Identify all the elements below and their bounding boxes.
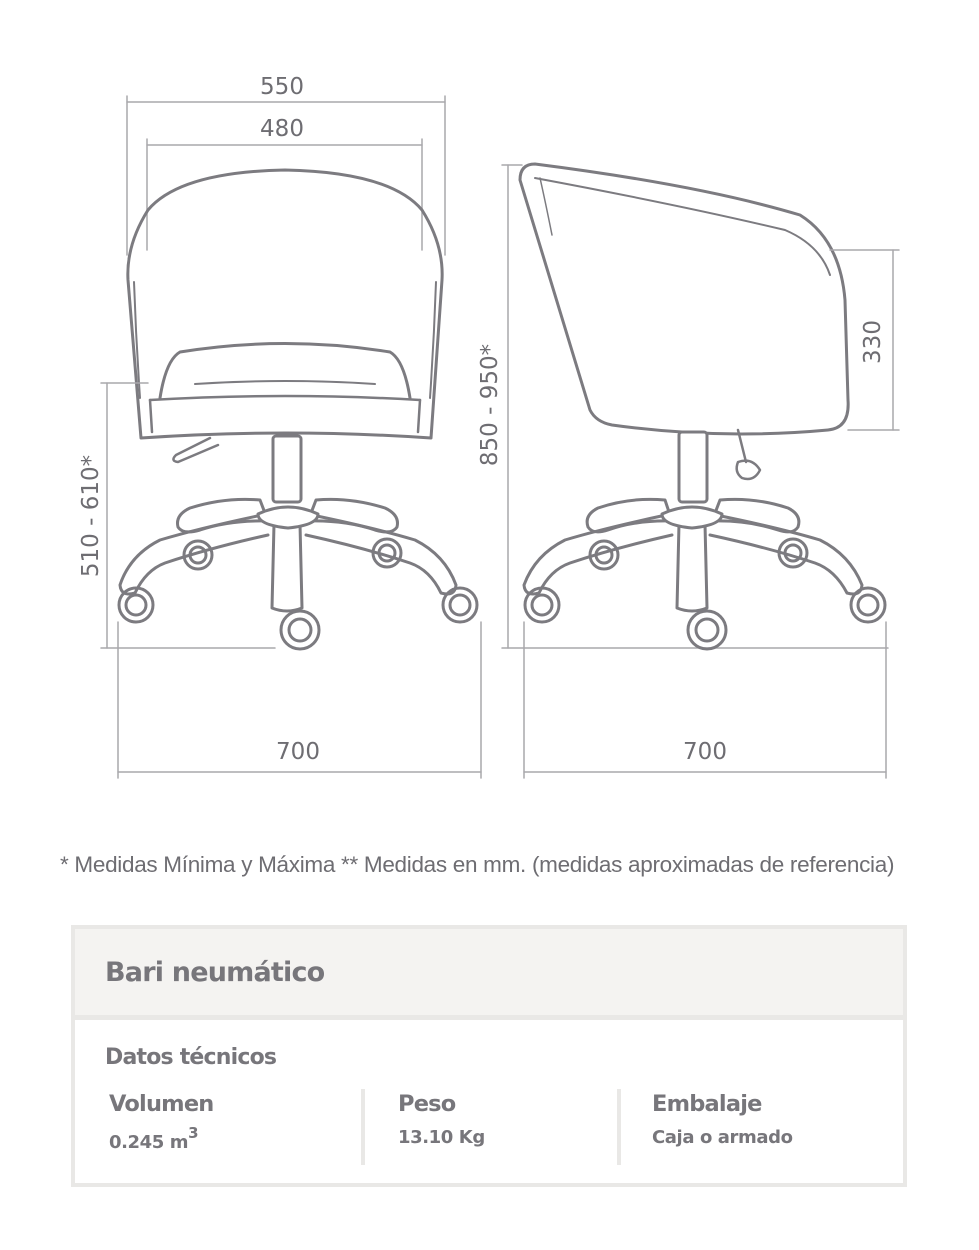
specs-header [75, 929, 903, 1020]
spec-weight-value: 13.10 Kg [398, 1127, 485, 1148]
casters-front [119, 539, 477, 649]
gas-cylinder-front [273, 436, 301, 502]
chair-front-view [101, 96, 481, 778]
label-seat-height: 510 - 610* [78, 454, 104, 578]
chair-side-shell [520, 164, 848, 434]
spec-weight-label: Peso [398, 1091, 456, 1117]
spec-volume-exponent: 3 [188, 1124, 199, 1142]
label-armrest-height: 330 [860, 320, 886, 364]
label-total-height: 850 - 950* [477, 343, 503, 467]
label-base-side: 700 [683, 739, 727, 765]
gas-cylinder-side [679, 432, 707, 502]
chair-side-view [502, 164, 899, 778]
spec-weight [398, 1091, 485, 1165]
measurement-footnote: * Medidas Mínima y Máxima ** Medidas en mm. (medidas aproximadas de referencia) [60, 852, 895, 877]
spec-volume [109, 1091, 214, 1165]
spec-volume-label: Volumen [109, 1091, 214, 1117]
technical-specs-panel [71, 925, 907, 1187]
spec-packaging-value: Caja o armado [652, 1127, 793, 1148]
column-divider [617, 1089, 621, 1165]
label-550: 550 [260, 74, 304, 100]
gas-lever-front [173, 438, 218, 462]
star-base-front [120, 499, 456, 611]
section-title: Datos técnicos [105, 1045, 277, 1070]
spec-packaging-label: Embalaje [652, 1091, 762, 1117]
gas-lever-side [737, 430, 760, 479]
label-base-front: 700 [276, 739, 320, 765]
column-divider [361, 1089, 365, 1165]
label-480: 480 [260, 116, 304, 142]
spec-packaging [652, 1091, 793, 1165]
product-name: Bari neumático [105, 956, 325, 988]
dimension-480 [147, 139, 422, 250]
spec-volume-value: 0.245 $m^3$ [109, 1124, 199, 1153]
star-base-side [524, 499, 862, 611]
chair-front-shell [128, 170, 442, 438]
